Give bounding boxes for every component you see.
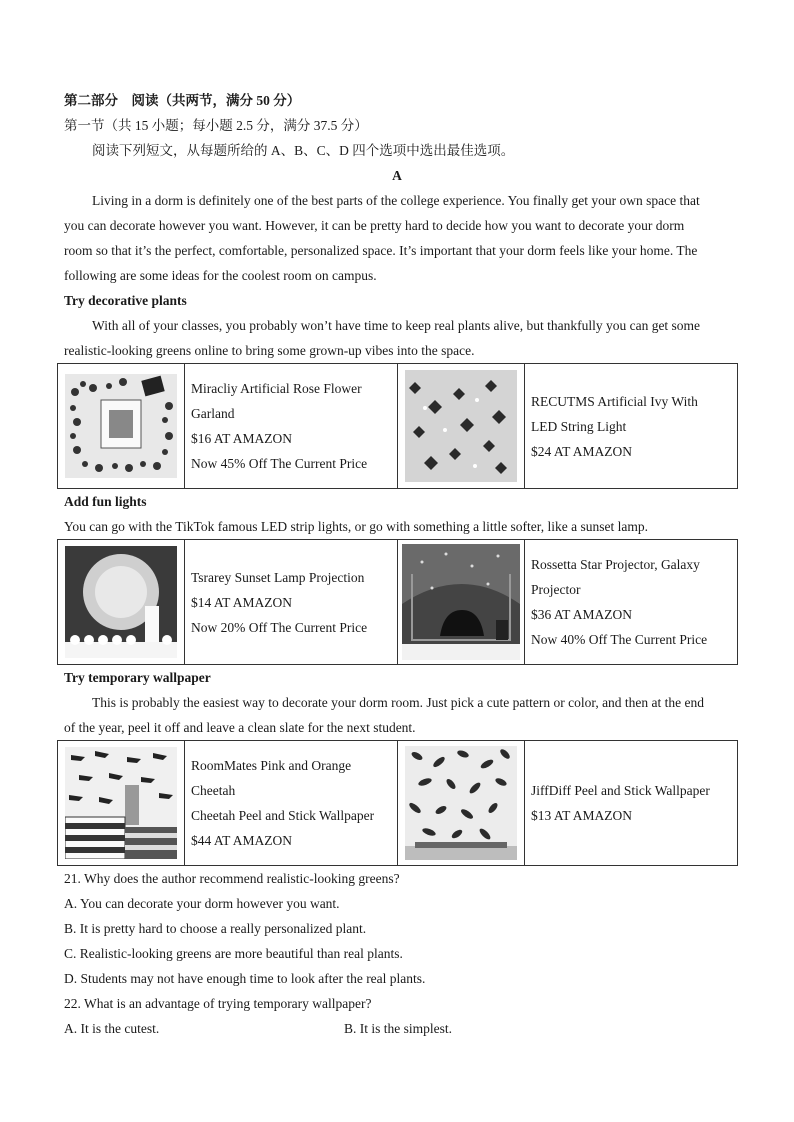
section-heading: 第一节（共 15 小题；每小题 2.5 分，满分 37.5 分） — [64, 118, 368, 133]
product-price: $44 AT AMAZON — [191, 833, 293, 848]
product-price: $36 AT AMAZON — [531, 607, 633, 622]
section-text: You can go with the TikTok famous LED strip lights, or go with something a little softer, like a sunset lamp. — [64, 519, 648, 534]
product-price: $16 AT AMAZON — [191, 431, 293, 446]
product-table-wallpaper — [57, 740, 738, 866]
product-price: $14 AT AMAZON — [191, 594, 293, 610]
section-heading-wallpaper: Try temporary wallpaper — [64, 670, 211, 685]
question-stem: 21. Why does the author recommend realistic-looking greens? — [64, 871, 400, 886]
product-name-cont: Projector — [531, 582, 581, 597]
option-a: A. It is the cutest. — [64, 1021, 160, 1036]
product-name-cont: LED String Light — [531, 418, 627, 434]
option-d: D. Students may not have enough time to look after the real plants. — [64, 971, 426, 986]
section-heading-lights: Add fun lights — [64, 494, 147, 509]
section-text: With all of your classes, you probably won’t have time to keep real plants alive, but thankfully you can get some — [92, 318, 701, 333]
product-discount: Now 40% Off The Current Price — [531, 632, 708, 647]
intro-line: you can decorate however you want. However, it can be pretty hard to decide how you want to decorate your dorm — [64, 218, 685, 233]
intro-line: following are some ideas for the coolest room on campus. — [64, 268, 377, 283]
section-text: This is probably the easiest way to decorate your dorm room. Just pick a cute pattern or color, and then at the end — [92, 695, 705, 710]
product-info — [185, 364, 398, 489]
section-heading-plants: Try decorative plants — [64, 293, 187, 308]
product-name: Rossetta Star Projector, Galaxy — [531, 557, 700, 572]
section-text: realistic-looking greens online to bring some grown-up vibes into the space. — [64, 343, 475, 358]
intro-line: Living in a dorm is definitely one of the best parts of the college experience. You finally get your own space that — [92, 193, 700, 208]
product-info — [525, 540, 738, 665]
product-price: $13 AT AMAZON — [531, 808, 633, 823]
intro-line: room so that it’s the perfect, comfortable, personalized space. It’s important that your dorm feels like your home. The — [64, 243, 698, 258]
rose-garland-image — [58, 364, 185, 489]
product-info — [185, 741, 398, 866]
product-subtitle: Cheetah Peel and Stick Wallpaper — [191, 808, 375, 823]
product-name: RECUTMS Artificial Ivy With — [531, 393, 698, 409]
instruction: 阅读下列短文，从每题所给的 A、B、C、D 四个选项中选出最佳选项。 — [92, 143, 515, 158]
options-row — [64, 1016, 730, 1041]
passage-intro — [64, 188, 730, 288]
cheetah-wallpaper-image — [58, 741, 185, 866]
option-b: B. It is pretty hard to choose a really personalized plant. — [64, 921, 367, 936]
product-info — [525, 364, 738, 489]
option-c: C. Realistic-looking greens are more beautiful than real plants. — [64, 946, 403, 961]
question-stem: 22. What is an advantage of trying temporary wallpaper? — [64, 996, 372, 1011]
product-table-lights — [57, 539, 738, 665]
product-info — [525, 741, 738, 866]
product-name: JiffDiff Peel and Stick Wallpaper — [531, 783, 710, 798]
product-discount: Now 45% Off The Current Price — [191, 456, 368, 471]
ivy-led-image — [398, 364, 525, 489]
product-price: $24 AT AMAZON — [531, 443, 633, 459]
sunset-lamp-image — [58, 540, 185, 665]
exam-page — [64, 88, 730, 1041]
product-name: Tsrarey Sunset Lamp Projection — [191, 569, 365, 585]
product-table-plants — [57, 363, 738, 489]
option-a: A. You can decorate your dorm however you want. — [64, 896, 340, 911]
product-name-cont: Garland — [191, 406, 235, 421]
question-21 — [64, 866, 730, 991]
galaxy-projector-image — [398, 540, 525, 665]
passage-letter: A — [392, 168, 402, 183]
product-name: Miracliy Artificial Rose Flower — [191, 381, 362, 396]
question-22 — [64, 991, 730, 1041]
option-b: B. It is the simplest. — [344, 1021, 452, 1036]
product-discount: Now 20% Off The Current Price — [191, 619, 368, 635]
leaf-wallpaper-image — [398, 741, 525, 866]
product-info — [185, 540, 398, 665]
section-text: of the year, peel it off and leave a clean slate for the next student. — [64, 720, 416, 735]
product-name-cont: Cheetah — [191, 783, 236, 798]
product-name: RoomMates Pink and Orange — [191, 758, 352, 773]
part-heading: 第二部分 阅读（共两节，满分 50 分） — [64, 93, 301, 108]
